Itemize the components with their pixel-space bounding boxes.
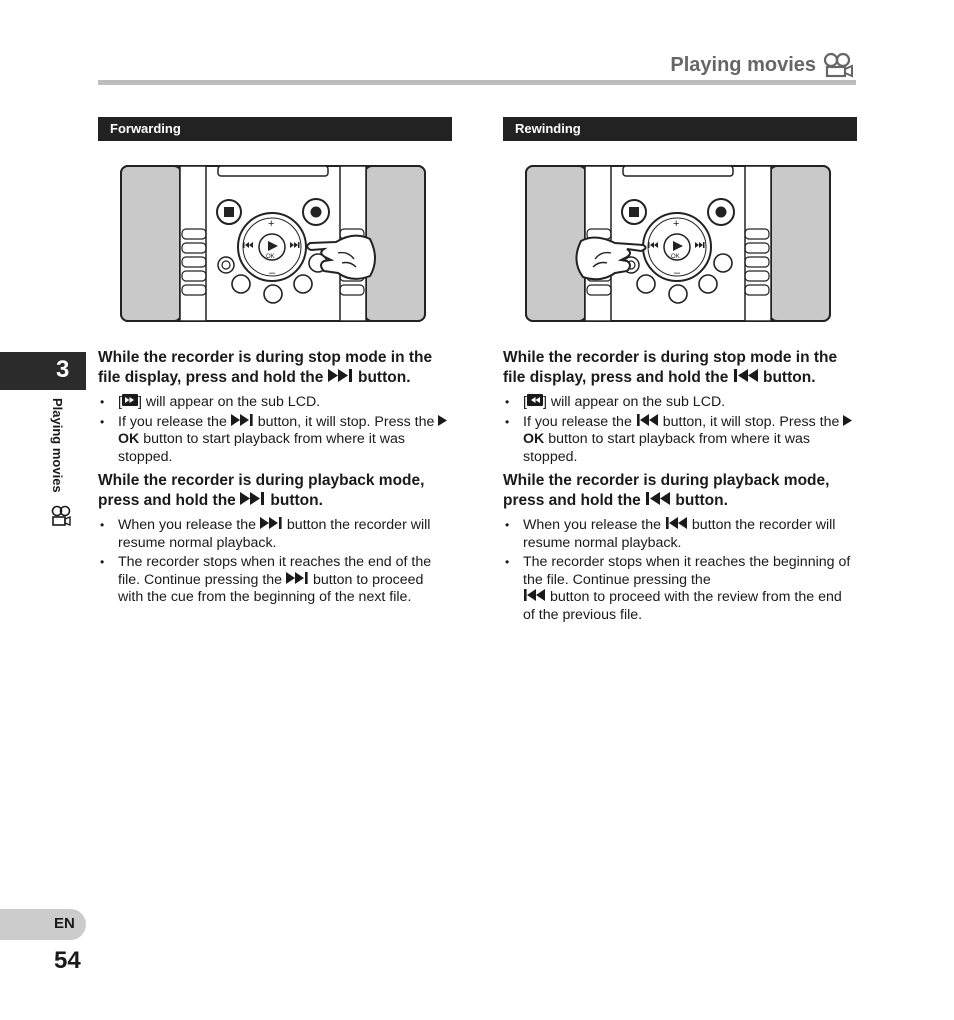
page-title-text: Playing movies bbox=[670, 53, 816, 76]
stop-mode-heading: While the recorder is during stop mode in the file display, press and hold the button. bbox=[503, 349, 838, 386]
play-icon bbox=[438, 415, 447, 426]
stop-mode-bullets bbox=[503, 394, 857, 466]
rewind-lcd-icon bbox=[527, 394, 543, 406]
section-title-rewinding: Rewinding bbox=[503, 117, 857, 141]
forwarding-section bbox=[98, 117, 452, 609]
playback-mode-heading: While the recorder is during playback mode, press and hold the button. bbox=[98, 472, 425, 509]
recorder-rewind-illustration bbox=[523, 163, 833, 325]
page-number: 54 bbox=[54, 947, 81, 974]
list-item: • The recorder stops when it reaches the end of the file. Continue pressing the button to proceed with the cue from the beginning of the next file. bbox=[118, 554, 452, 607]
rewind-icon bbox=[733, 369, 759, 382]
list-item: • [ ] will appear on the sub LCD. bbox=[118, 394, 452, 412]
rewind-icon bbox=[636, 414, 659, 426]
list-item: • When you release the button the recorder will resume normal playback. bbox=[118, 517, 452, 552]
title-rule bbox=[98, 80, 856, 85]
movie-camera-icon bbox=[822, 52, 854, 78]
chapter-tab bbox=[0, 352, 86, 390]
list-item: • If you release the button, it will stop. Press the OK button to start playback from where it was stopped. bbox=[523, 414, 857, 467]
stop-mode-bullets bbox=[98, 394, 452, 466]
rewind-icon bbox=[645, 492, 671, 505]
section-title-forwarding: Forwarding bbox=[98, 117, 452, 141]
playback-mode-heading: While the recorder is during playback mode, press and hold the button. bbox=[503, 472, 830, 509]
fast-forward-icon bbox=[328, 369, 354, 382]
page-title bbox=[670, 52, 854, 78]
fast-forward-icon bbox=[231, 414, 254, 426]
list-item: • If you release the button, it will stop. Press the OK button to start playback from where it was stopped. bbox=[118, 414, 452, 467]
rewind-icon bbox=[523, 589, 546, 601]
rewind-icon bbox=[665, 517, 688, 529]
list-item: • The recorder stops when it reaches the beginning of the file. Continue pressing the button to proceed with the review from the end of the previous file. bbox=[523, 554, 857, 624]
chapter-side-label: Playing movies bbox=[50, 398, 65, 493]
svg-text:–: – bbox=[269, 267, 276, 279]
svg-text:OK: OK bbox=[671, 254, 680, 260]
list-item: • [ ] will appear on the sub LCD. bbox=[523, 394, 857, 412]
recorder-forward-illustration bbox=[118, 163, 428, 325]
fast-forward-lcd-icon bbox=[122, 394, 138, 406]
fast-forward-icon bbox=[240, 492, 266, 505]
play-icon bbox=[843, 415, 852, 426]
playback-mode-bullets bbox=[503, 517, 857, 624]
fast-forward-icon bbox=[286, 572, 309, 584]
svg-text:OK: OK bbox=[266, 254, 275, 260]
rewinding-section bbox=[503, 117, 857, 626]
svg-text:+: + bbox=[673, 218, 680, 230]
fast-forward-icon bbox=[260, 517, 283, 529]
svg-text:–: – bbox=[674, 267, 681, 279]
language-label: EN bbox=[54, 915, 75, 932]
stop-mode-heading: While the recorder is during stop mode in the file display, press and hold the button. bbox=[98, 349, 433, 386]
playback-mode-bullets bbox=[98, 517, 452, 607]
movie-camera-icon bbox=[51, 505, 71, 527]
svg-text:+: + bbox=[268, 218, 275, 230]
chapter-number: 3 bbox=[56, 356, 70, 383]
list-item: • When you release the button the recorder will resume normal playback. bbox=[523, 517, 857, 552]
